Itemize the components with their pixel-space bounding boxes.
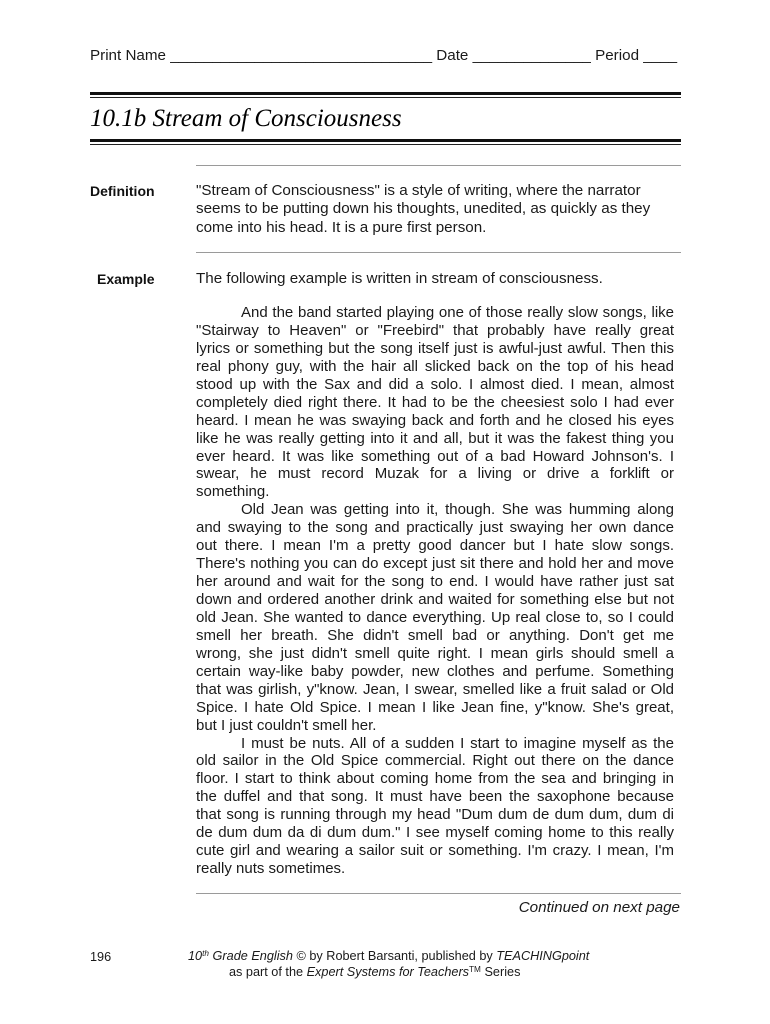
credit-text: © by Robert Barsanti, published by [296, 949, 493, 963]
definition-line: seems to be putting down his thoughts, unedited, as quickly as they [196, 200, 651, 218]
story-line: her around and wait for the song to end. I would have rather just sat [196, 573, 674, 591]
story-line: old Jean. She wanted to dance everything. Up real close to, so I could [196, 608, 674, 626]
series-suffix: Series [484, 965, 521, 979]
page-number: 196 [90, 950, 112, 964]
story-line: "Stairway to Heaven" or "Freebird" that probably have really great [196, 321, 674, 339]
grade-number: 10 [188, 949, 203, 963]
story-line: There's nothing you can do except just sit there and hold her and move [196, 555, 674, 573]
story-paragraph [196, 735, 674, 879]
story-line: certain way-like baby powder, new clothes and perfume. Something [196, 662, 674, 680]
example-intro: The following example is written in stream of consciousness. [196, 270, 603, 287]
story-line: And the band started playing one of those really slow songs, like [241, 304, 674, 321]
definition-text [196, 182, 650, 237]
story-line: really nuts sometimes. [196, 860, 346, 878]
divider-above-example [196, 252, 681, 253]
title-double-rule-thick [90, 139, 681, 142]
footer-series-line [229, 964, 520, 980]
date-label: Date [436, 47, 469, 64]
story-line: heard. I mean he was swaying back and forth and he closed his eyes [196, 411, 674, 429]
story-line: cute girl and wearing a sailor suit or something. I'm crazy. I mean, I'm [196, 842, 674, 860]
definition-line: come into his head. It is a pure first person. [196, 218, 487, 236]
story-line: down and ordered another drink and waited for something else but not [196, 591, 674, 608]
student-info-header [90, 47, 677, 65]
period-blank: ____ [643, 47, 678, 64]
top-double-rule-thin [90, 97, 681, 98]
story-line: I must be nuts. All of a sudden I start to imagine myself as the [241, 734, 674, 752]
title-double-rule-thin [90, 144, 681, 145]
story-line: old sailor in the Old Spice commercial. Right out there on the dance [196, 752, 674, 770]
story-paragraph [196, 304, 674, 501]
story-line: lyrics or something but the song itself just is awful-just awful. Then this [196, 339, 674, 357]
story-line: ever heard. It was like something out of a bad Howard Johnson's. I [196, 447, 674, 465]
divider-below-example [196, 893, 681, 894]
example-story [196, 304, 674, 878]
period-label: Period [595, 47, 640, 64]
story-line: that was girlish, y"know. Jean, I swear, smelled like a fruit salad or Old [196, 680, 674, 698]
story-line: smell her breath. She didn't smell bad or anything. Don't get me [196, 626, 674, 644]
print-name-label: Print Name [90, 47, 166, 64]
story-line: wrong, she just didn't smell quite right. I mean girls should smell a [196, 644, 674, 662]
story-line: floor. I start to think about coming home from the sea and bringing in [196, 770, 674, 788]
story-line: and swaying to the song and practically just swaying her own dance [196, 519, 674, 537]
definition-label: Definition [90, 183, 155, 199]
story-line: real phony guy, with the hair all slicked back on the top of his head [196, 357, 674, 375]
date-blank: ______________ [472, 47, 591, 64]
story-line: Spice. I hate Old Spice. I mean I like Jean fine, y"know. She's great, [196, 698, 674, 716]
publisher-name: TEACHINGpoint [496, 949, 590, 963]
story-line: like he was really getting into it and all, but it was the fakest thing you [196, 429, 674, 447]
story-paragraph [196, 501, 674, 734]
story-line: de dum dum da di dum dum." I see myself coming home to this really [196, 824, 674, 842]
page-title: 10.1b Stream of Consciousness [90, 105, 402, 132]
print-name-blank: _______________________________ [170, 47, 433, 64]
story-line: but I just couldn't smell her. [196, 716, 377, 734]
grade-text: Grade English [212, 949, 293, 963]
story-line: completely died right there. It had to be the cheesiest solo I had ever [196, 393, 674, 411]
example-label: Example [97, 271, 155, 287]
story-line: out there. I mean I'm a pretty good dancer but I hate slow songs. [196, 537, 674, 555]
series-name: Expert Systems for Teachers [306, 965, 470, 979]
divider-above-definition [196, 165, 681, 166]
footer-credit-line [188, 948, 589, 964]
story-line: Old Jean was getting into it, though. She was humming along [241, 501, 674, 519]
grade-suffix: th [202, 948, 210, 958]
story-line: the duffel and that song. It must have been the saxophone because [196, 788, 674, 806]
continued-note: Continued on next page [518, 899, 680, 916]
story-line: swear, he must record Muzak for a living or drive a forklift or [196, 465, 674, 483]
top-double-rule-thick [90, 92, 681, 95]
trademark-mark: TM [469, 964, 481, 974]
series-prefix: as part of the [229, 965, 304, 979]
story-line: something. [196, 483, 270, 501]
story-line: that song is running through my head "Dum dum de dum dum, dum di [196, 806, 674, 824]
story-line: stood up with the Sax and did a solo. I almost died. I mean, almost [196, 375, 674, 393]
definition-line: "Stream of Consciousness" is a style of writing, where the narrator [196, 182, 641, 199]
